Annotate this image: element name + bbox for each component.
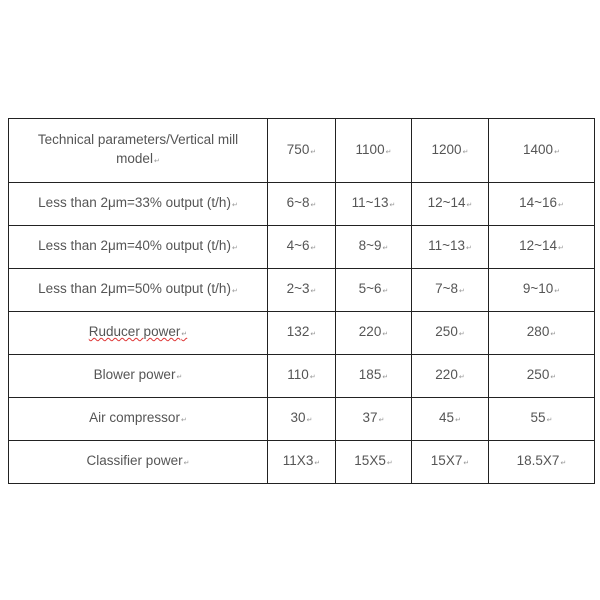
value-cell	[336, 355, 412, 398]
cell-value: 12~14 ↵	[519, 238, 564, 253]
value-cell	[412, 441, 489, 484]
value-cell	[268, 226, 336, 269]
header-cell	[489, 119, 595, 183]
table-row	[9, 398, 595, 441]
table-row	[9, 269, 595, 312]
model-label: 750 ↵	[287, 142, 316, 157]
cell-value: 220 ↵	[435, 367, 464, 382]
cell-value: 55 ↵	[531, 410, 553, 425]
cell-value: 11~13 ↵	[352, 195, 396, 210]
value-cell	[412, 269, 489, 312]
row-label-cell	[9, 441, 268, 484]
cell-value: 14~16 ↵	[519, 195, 564, 210]
row-label: Less than 2μm=40% output (t/h) ↵	[38, 238, 238, 253]
cell-value: 2~3 ↵	[287, 281, 317, 296]
cell-value: 5~6 ↵	[359, 281, 389, 296]
header-cell	[336, 119, 412, 183]
row-label: Less than 2μm=50% output (t/h) ↵	[38, 281, 238, 296]
cell-value: 185 ↵	[359, 367, 388, 382]
row-label-cell	[9, 183, 268, 226]
cell-value: 132 ↵	[287, 324, 316, 339]
value-cell	[268, 441, 336, 484]
cell-value: 30 ↵	[291, 410, 313, 425]
cell-value: 7~8 ↵	[435, 281, 465, 296]
cell-value: 11~13 ↵	[428, 238, 472, 253]
value-cell	[336, 183, 412, 226]
cell-value: 220 ↵	[359, 324, 388, 339]
row-label: Ruducer power ↵	[89, 324, 187, 339]
model-label: 1400 ↵	[523, 142, 560, 157]
value-cell	[412, 398, 489, 441]
row-label: Blower power ↵	[94, 367, 183, 382]
value-cell	[412, 226, 489, 269]
cell-value: 12~14 ↵	[428, 195, 473, 210]
value-cell	[268, 398, 336, 441]
table-header-row	[9, 119, 595, 183]
value-cell	[268, 355, 336, 398]
row-label-cell	[9, 269, 268, 312]
row-label: Classifier power ↵	[87, 453, 190, 468]
value-cell	[489, 226, 595, 269]
cell-value: 8~9 ↵	[359, 238, 389, 253]
row-label-cell	[9, 355, 268, 398]
row-label: Air compressor ↵	[89, 410, 187, 425]
row-label-cell	[9, 312, 268, 355]
table-row	[9, 355, 595, 398]
table-row	[9, 226, 595, 269]
value-cell	[336, 398, 412, 441]
row-label-cell	[9, 226, 268, 269]
value-cell	[412, 355, 489, 398]
cell-value: 37 ↵	[363, 410, 385, 425]
value-cell	[268, 183, 336, 226]
value-cell	[489, 355, 595, 398]
cell-value: 4~6 ↵	[287, 238, 317, 253]
value-cell	[489, 398, 595, 441]
parameters-table	[8, 118, 595, 484]
cell-value: 15X7 ↵	[431, 453, 469, 468]
value-cell	[489, 312, 595, 355]
cell-value: 15X5 ↵	[354, 453, 392, 468]
value-cell	[489, 441, 595, 484]
header-label: Technical parameters/Vertical mill model ↵	[38, 132, 238, 166]
header-cell	[9, 119, 268, 183]
value-cell	[412, 183, 489, 226]
cell-value: 18.5X7 ↵	[517, 453, 567, 468]
value-cell	[489, 183, 595, 226]
header-cell	[268, 119, 336, 183]
value-cell	[336, 269, 412, 312]
value-cell	[336, 441, 412, 484]
value-cell	[336, 226, 412, 269]
value-cell	[268, 269, 336, 312]
row-label-cell	[9, 398, 268, 441]
cell-value: 250 ↵	[435, 324, 464, 339]
header-cell	[412, 119, 489, 183]
model-label: 1100 ↵	[356, 142, 392, 157]
value-cell	[336, 312, 412, 355]
value-cell	[412, 312, 489, 355]
model-label: 1200 ↵	[432, 142, 469, 157]
row-label: Less than 2μm=33% output (t/h) ↵	[38, 195, 238, 210]
table-row	[9, 441, 595, 484]
cell-value: 6~8 ↵	[287, 195, 317, 210]
cell-value: 45 ↵	[439, 410, 461, 425]
value-cell	[489, 269, 595, 312]
cell-value: 110 ↵	[287, 367, 315, 382]
table-row	[9, 183, 595, 226]
value-cell	[268, 312, 336, 355]
table-row	[9, 312, 595, 355]
cell-value: 280 ↵	[527, 324, 556, 339]
cell-value: 11X3 ↵	[283, 453, 320, 468]
cell-value: 250 ↵	[527, 367, 556, 382]
cell-value: 9~10 ↵	[523, 281, 560, 296]
